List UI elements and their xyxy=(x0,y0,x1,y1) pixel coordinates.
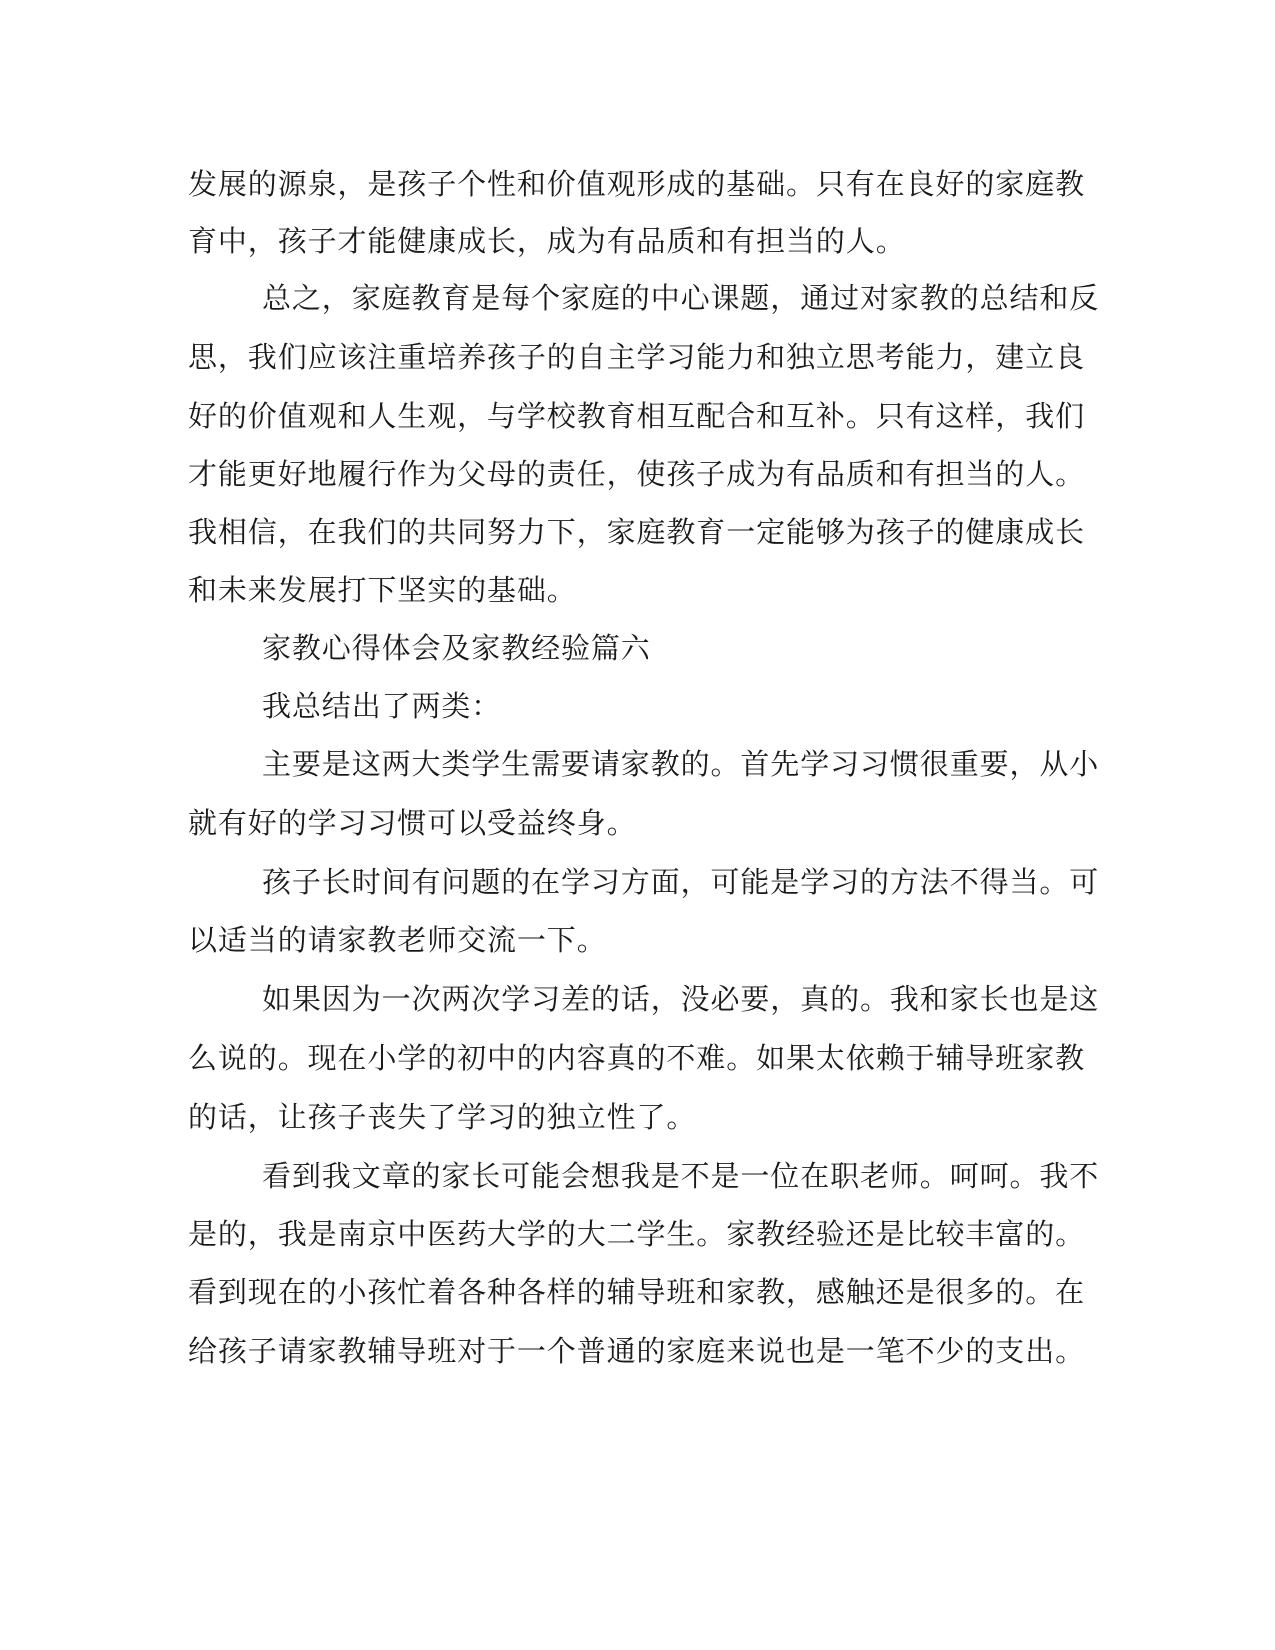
text-line: 育中，孩子才能健康成长，成为有品质和有担当的人。 xyxy=(188,224,906,258)
text-line: 给孩子请家教辅导班对于一个普通的家庭来说也是一笔不少的支出。 xyxy=(188,1334,1086,1368)
text-line: 是的，我是南京中医药大学的大二学生。家教经验还是比较丰富的。 xyxy=(188,1217,1086,1251)
paragraph-start-line: 总之，家庭教育是每个家庭的中心课题，通过对家教的总结和反 xyxy=(262,281,1100,315)
text-line: 才能更好地履行作为父母的责任，使孩子成为有品质和有担当的人。 xyxy=(188,457,1086,491)
text-line: 看到现在的小孩忙着各种各样的辅导班和家教，感触还是很多的。在 xyxy=(188,1275,1086,1309)
text-line: 以适当的请家教老师交流一下。 xyxy=(188,923,607,957)
text-line: 好的价值观和人生观，与学校教育相互配合和互补。只有这样，我们 xyxy=(188,399,1086,433)
text-line: 发展的源泉，是孩子个性和价值观形成的基础。只有在良好的家庭教 xyxy=(188,167,1086,201)
paragraph-start-line: 孩子长时间有问题的在学习方面，可能是学习的方法不得当。可 xyxy=(262,865,1100,899)
section-heading: 家教心得体会及家教经验篇六 xyxy=(262,631,651,665)
text-line: 的话，让孩子丧失了学习的独立性了。 xyxy=(188,1100,697,1134)
text-line: 思，我们应该注重培养孩子的自主学习能力和独立思考能力，建立良 xyxy=(188,340,1086,374)
text-line: 和未来发展打下坚实的基础。 xyxy=(188,573,577,607)
paragraph-start-line: 如果因为一次两次学习差的话，没必要，真的。我和家长也是这 xyxy=(262,982,1100,1016)
paragraph-start-line: 看到我文章的家长可能会想我是不是一位在职老师。呵呵。我不 xyxy=(262,1159,1100,1193)
text-line: 么说的。现在小学的初中的内容真的不难。如果太依赖于辅导班家教 xyxy=(188,1041,1086,1075)
text-line: 我相信，在我们的共同努力下，家庭教育一定能够为孩子的健康成长 xyxy=(188,515,1086,549)
paragraph-start-line: 主要是这两大类学生需要请家教的。首先学习习惯很重要，从小 xyxy=(262,747,1100,781)
text-line: 就有好的学习习惯可以受益终身。 xyxy=(188,806,637,840)
paragraph-start-line: 我总结出了两类： xyxy=(262,689,502,723)
